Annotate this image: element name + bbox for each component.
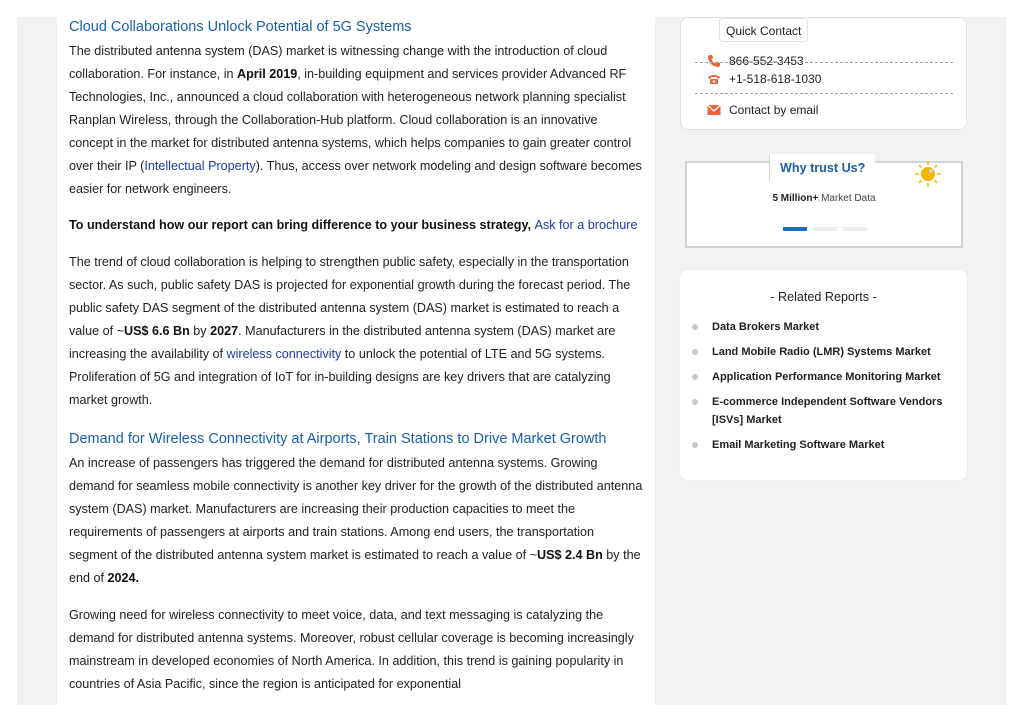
bold-value: US$ 6.6 Bn	[123, 324, 190, 338]
related-report-item[interactable]: Data Brokers Market	[692, 318, 954, 336]
contact-email[interactable]	[695, 93, 953, 125]
related-report-item[interactable]: Application Performance Monitoring Market	[692, 368, 954, 386]
related-reports-list	[692, 318, 954, 461]
text: , in-building equipment and services provider Advanced RF Technologies, Inc., announced a cloud collaboration with heterogeneous network planning specialist Ranplan Wireless, through the Collaboration-Hub platform. Cloud collaboration is an innovative concept in the market for distributed antenna systems, which helps companies to gain greater control over their IP (	[69, 67, 632, 173]
text: ). Thus, access over network modeling and design software becomes easier for network engineers.	[69, 159, 642, 196]
article-content	[57, 17, 655, 705]
telephone-icon	[707, 72, 721, 86]
stat-label: Market Data	[818, 193, 876, 204]
quick-contact-title: Quick Contact	[719, 18, 808, 42]
text: The trend of cloud collaboration is helping to strengthen public safety, especially in the transportation sector. As such, public safety DAS is projected for exponential growth during the forecast period. The public safety DAS segment of the distributed antenna system (DAS) market is estimated to reach a value of ~	[69, 255, 631, 338]
paragraph-cloud-collaboration	[69, 40, 643, 201]
cta-text: To understand how our report can bring difference to your business strategy,	[69, 218, 535, 232]
text: to unlock the potential of LTE and 5G systems. Proliferation of 5G and integration of IoT for in-building designs are key drivers that are catalyzing market growth.	[69, 347, 611, 407]
ask-brochure-link[interactable]: Ask for a brochure	[534, 218, 638, 232]
text: by	[189, 324, 211, 338]
paragraph-passengers	[69, 452, 643, 590]
related-report-item[interactable]: E-commerce Independent Software Vendors [ISVs] Market	[692, 393, 954, 429]
carousel-dot-3[interactable]	[843, 227, 867, 231]
bold-value: US$ 2.4 Bn	[536, 548, 603, 562]
wireless-connectivity-link[interactable]: wireless connectivity	[226, 347, 342, 361]
quick-contact-card	[680, 17, 967, 130]
email-label: Contact by email	[729, 102, 819, 117]
phone-number-primary: 866-552-3453	[729, 54, 804, 68]
why-trust-card	[685, 161, 963, 248]
contact-phone-secondary[interactable]	[695, 62, 953, 94]
stat-value: 5 Million+	[772, 193, 819, 204]
why-trust-title: Why trust Us?	[769, 154, 875, 182]
paragraph-public-safety	[69, 251, 643, 412]
related-reports-title: - Related Reports -	[770, 290, 877, 304]
section-heading-cloud: Cloud Collaborations Unlock Potential of 5G Systems	[69, 19, 412, 35]
brochure-cta	[69, 214, 643, 237]
carousel-dot-2[interactable]	[813, 227, 837, 231]
phone-number-secondary: +1-518-618-1030	[729, 71, 822, 86]
related-report-item[interactable]: Email Marketing Software Market	[692, 436, 954, 454]
text: by the end of	[69, 548, 641, 585]
envelope-icon	[707, 103, 721, 117]
intellectual-property-link[interactable]: Intellectual Property	[144, 159, 256, 173]
related-report-item[interactable]: Land Mobile Radio (LMR) Systems Market	[692, 343, 954, 361]
carousel-dot-1[interactable]	[783, 227, 807, 231]
bold-year: 2027	[210, 324, 239, 338]
section-heading-wireless: Demand for Wireless Connectivity at Airports, Train Stations to Drive Market Growth	[69, 431, 607, 447]
trust-stat	[687, 193, 961, 204]
text: . Manufacturers in the distributed antenna system (DAS) market are increasing the availability of	[69, 324, 616, 361]
carousel-indicators	[783, 227, 867, 231]
text: An increase of passengers has triggered the demand for distributed antenna systems. Growing demand for seamless mobile connectivity is another key driver for the growth of the distributed antenna system (DAS) market. Manufacturers are increasing their production capacities to meet the requirements of passengers at airports and train stations. Among end users, the transportation segment of the distributed antenna system market is estimated to reach a value of ~	[69, 456, 643, 562]
bold-date: April 2019	[237, 67, 298, 81]
related-reports-card	[680, 270, 967, 480]
paragraph-wireless-need: Growing need for wireless connectivity to meet voice, data, and text messaging is catalyzing the demand for distributed antenna systems. Moreover, robust cellular coverage is becoming increasingly mainstream in developed economies of North America. In addition, this trend is gaining popularity in countries of Asia Pacific, since the region is anticipated for exponential	[69, 608, 634, 691]
sun-icon	[913, 159, 943, 189]
text: The distributed antenna system (DAS) market is witnessing change with the introduction of cloud collaboration. For instance, in	[69, 44, 608, 81]
bold-year: 2024.	[107, 571, 140, 585]
